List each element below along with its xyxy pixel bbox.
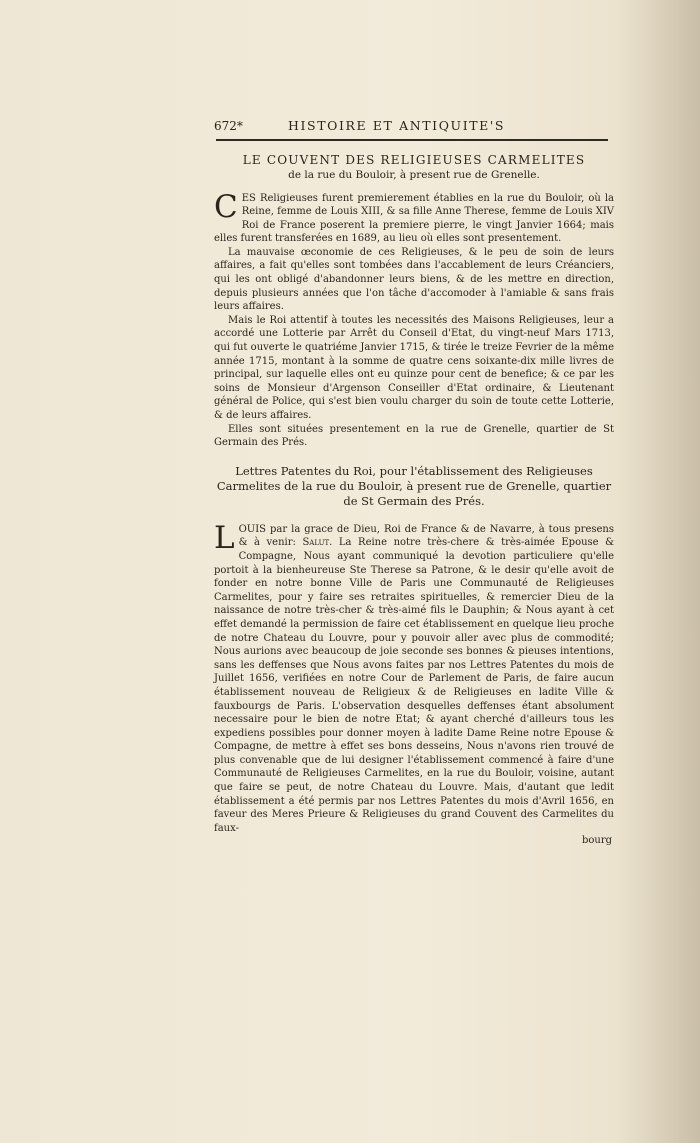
- header-rule: [216, 139, 608, 141]
- paragraph-1: [214, 188, 614, 246]
- page-number: 672*: [214, 119, 243, 133]
- paragraph-4: Elles sont situées presentement en la rue de Grenelle, quartier de St Germain des Prés.: [214, 423, 614, 449]
- section-subtitle: de la rue du Bouloir, à present rue de Grenelle.: [288, 168, 540, 181]
- paragraph-1-text: ES Religieuses furent premierement établies en la rue du Bouloir, où la Reine, femme de Louis XIII, & sa fille Anne Therese, femme de Louis XIV Roi de France poserent la premiere pierre, le vingt Janvier 1664; mais elles furent transferées en 1689, au lieu où elles sont presentement.: [214, 192, 614, 245]
- catchword: bourg: [581, 835, 612, 847]
- salut-word: Salut.: [302, 537, 333, 549]
- drop-cap-c: C: [214, 188, 238, 225]
- letters-patent-title: Lettres Patentes du Roi, pour l'établissement des Religieuses Carmelites de la rue du Bouloir, à present rue de Grenelle, quartier de St Germain des Prés.: [216, 463, 612, 508]
- running-head: [214, 118, 614, 133]
- letters-body: La Reine notre très-chere & très-aimée Epouse & Compagne, Nous ayant communiqué la devotion particuliere qu'elle portoit à la bienheureuse Ste Therese sa Patrone, & le desir qu'elle avoit de fonder en notre bonne Ville de Paris une Communauté de Religieuses Carmelites, pour y faire ses retraites spirituelles, & remercier Dieu de la naissance de notre très-cher & très-aimé fils le Dauphin; & Nous ayant à cet effet demandé la permission de faire cet établissement en quelque lieu proche de notre Chateau du Louvre, pour y pouvoir aller avec plus de commodité; Nous aurions avec beaucoup de joie seconde ses bonnes & pieuses intentions, sans les deffenses que Nous avons faites par nos Lettres Patentes du mois de Juillet 1656, verifiées en notre Cour de Parlement de Paris, de faire aucun établissement nouveau de Religieux & de Religieuses en ladite Ville & fauxbourgs de Paris. L'observation desquelles deffenses étant absolument necessaire pour le bien de notre Etat; & ayant cherché d'ailleurs tous les expediens possibles pour donner moyen à ladite Dame Reine notre Epouse & Compagne, de mettre à effet ses bons desseins, Nous n'avons rien trouvé de plus convenable que de lui designer l'établissement commencé à faire d'une Communauté de Religieuses Carmelites, en la rue du Bouloir, voisine, autant que faire se peut, de notre Chateau du Louvre. Mais, d'autant que ledit établissement a été permis par nos Lettres Patentes du mois d'Avril 1656, en faveur des Meres Prieure & Religieuses du grand Couvent des Carmelites du faux-: [214, 537, 615, 834]
- letters-patent-text: [214, 519, 615, 836]
- letters-opening: OUIS par la grace de Dieu, Roi de France & de Navarre, à tous presens & à venir:: [238, 523, 614, 549]
- text-block: [214, 118, 614, 847]
- paragraph-2: La mauvaise œconomie de ces Religieuses, & le peu de soin de leurs affaires, a fait qu'elles sont tombées dans l'accablement de leurs Créanciers, qui les ont obligé d'abandonner leurs biens, & de les mettre en direction, depuis plusieurs années que l'on tâche d'accomoder à l'amiable & sans frais leurs affaires.: [214, 246, 614, 313]
- section-title: LE COUVENT DES RELIGIEUSES CARMELITES: [242, 152, 586, 167]
- drop-cap-l: L: [214, 519, 235, 556]
- running-title: HISTOIRE ET ANTIQUITE'S: [288, 118, 506, 133]
- paragraph-3: Mais le Roi attentif à toutes les necessités des Maisons Religieuses, leur a accordé une Lotterie par Arrêt du Conseil d'Etat, du vingt-neuf Mars 1713, qui fut ouverte le quatriéme Janvier 1715, & tirée le treize Fevrier de la même année 1715, montant à la somme de quatre cens soixante-dix mille livres de principal, sur laquelle elles ont eu quinze pour cent de benefice; & ce par les soins de Monsieur d'Argenson Conseiller d'Etat ordinaire, & Lieutenant général de Police, qui s'est bien voulu charger du soin de toute cette Lotterie, & de leurs affaires.: [214, 314, 614, 421]
